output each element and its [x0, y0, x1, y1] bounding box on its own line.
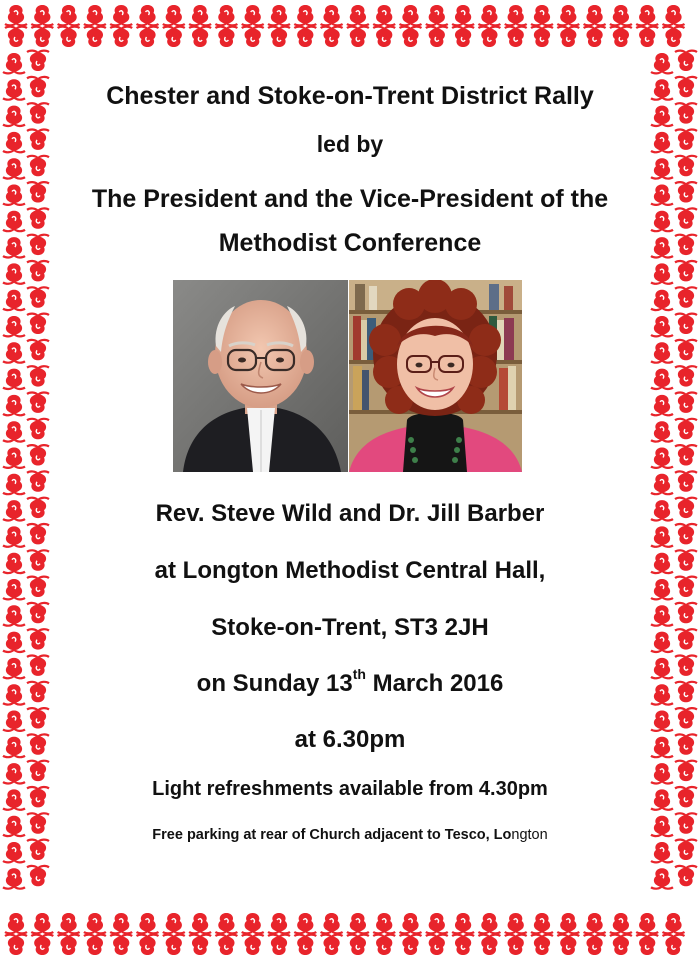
flower-icon	[27, 261, 49, 281]
flower-icon	[651, 658, 673, 678]
flower-icon	[610, 5, 632, 25]
flower-icon	[651, 868, 673, 888]
flower-icon	[651, 789, 673, 809]
flower-icon	[636, 27, 658, 47]
flower-icon	[27, 366, 49, 386]
flower-icon	[58, 913, 80, 933]
event-time: at 6.30pm	[294, 726, 406, 753]
flower-icon	[27, 182, 49, 202]
flower-icon	[651, 763, 673, 783]
flower-icon	[478, 5, 500, 25]
flower-icon	[400, 27, 422, 47]
flower-icon	[531, 5, 553, 25]
flower-icon	[27, 813, 49, 833]
flower-icon	[426, 5, 448, 25]
flower-icon	[84, 27, 106, 47]
flower-icon	[27, 866, 49, 886]
parking-text-end: ngton	[511, 827, 548, 843]
flower-icon	[663, 27, 685, 47]
flower-icon	[215, 5, 237, 25]
flower-icon	[215, 27, 237, 47]
flower-icon	[189, 5, 211, 25]
date-ordinal: th	[352, 666, 366, 682]
flower-icon	[478, 913, 500, 933]
flower-icon	[27, 77, 49, 97]
flower-icon	[584, 5, 606, 25]
flower-icon	[400, 5, 422, 25]
flower-icon	[3, 526, 25, 546]
flower-icon	[675, 708, 697, 728]
flower-icon	[651, 500, 673, 520]
flower-icon	[426, 27, 448, 47]
flower-icon	[3, 421, 25, 441]
flower-icon	[651, 842, 673, 862]
flower-icon	[242, 27, 264, 47]
flower-icon	[651, 185, 673, 205]
flower-icon	[27, 840, 49, 860]
flower-icon	[3, 448, 25, 468]
flower-icon	[3, 684, 25, 704]
flower-icon	[557, 5, 579, 25]
flower-icon	[163, 935, 185, 955]
flower-icon	[478, 935, 500, 955]
flower-icon	[651, 632, 673, 652]
flower-icon	[27, 314, 49, 334]
flower-icon	[651, 263, 673, 283]
flower-icon	[675, 498, 697, 518]
flower-icon	[651, 342, 673, 362]
flower-icon	[3, 290, 25, 310]
flower-icon	[84, 5, 106, 25]
photo-steve-wild	[173, 280, 348, 472]
flower-icon	[3, 237, 25, 257]
flower-icon	[137, 935, 159, 955]
flower-icon	[31, 935, 53, 955]
flower-icon	[651, 79, 673, 99]
flower-icon	[675, 840, 697, 860]
flower-icon	[651, 53, 673, 73]
flower-icon	[27, 419, 49, 439]
flower-icon	[651, 579, 673, 599]
flower-icon	[675, 550, 697, 570]
flower-icon	[636, 5, 658, 25]
flower-icon	[27, 734, 49, 754]
flower-icon	[651, 816, 673, 836]
flower-icon	[110, 935, 132, 955]
flower-icon	[27, 577, 49, 597]
flower-icon	[3, 842, 25, 862]
flower-icon	[452, 913, 474, 933]
flower-icon	[651, 290, 673, 310]
flower-icon	[27, 208, 49, 228]
flower-icon	[675, 51, 697, 71]
flower-icon	[675, 130, 697, 150]
flower-icon	[347, 27, 369, 47]
flower-icon	[27, 682, 49, 702]
flower-icon	[3, 158, 25, 178]
flower-icon	[27, 498, 49, 518]
flower-icon	[110, 5, 132, 25]
flower-icon	[27, 156, 49, 176]
flower-icon	[373, 935, 395, 955]
flower-icon	[321, 913, 343, 933]
flower-icon	[58, 935, 80, 955]
flower-icon	[675, 103, 697, 123]
flower-icon	[347, 913, 369, 933]
flower-icon	[31, 27, 53, 47]
flower-icon	[84, 935, 106, 955]
flower-icon	[675, 866, 697, 886]
flower-icon	[3, 632, 25, 652]
flower-icon	[675, 182, 697, 202]
flower-icon	[675, 734, 697, 754]
flower-icon	[27, 656, 49, 676]
flower-icon	[3, 789, 25, 809]
flower-icon	[268, 27, 290, 47]
event-date	[50, 666, 650, 698]
flower-icon	[505, 5, 527, 25]
flower-icon	[663, 5, 685, 25]
flower-icon	[27, 103, 49, 123]
flower-icon	[651, 211, 673, 231]
flower-icon	[321, 27, 343, 47]
flower-icon	[651, 316, 673, 336]
flower-icon	[663, 935, 685, 955]
flower-icon	[3, 53, 25, 73]
speaker-names: Rev. Steve Wild and Dr. Jill Barber	[155, 500, 545, 527]
flower-icon	[675, 314, 697, 334]
flower-icon	[584, 935, 606, 955]
flower-icon	[294, 5, 316, 25]
flower-icon	[84, 913, 106, 933]
flower-icon	[675, 393, 697, 413]
flower-icon	[675, 340, 697, 360]
flower-icon	[557, 27, 579, 47]
flower-icon	[110, 913, 132, 933]
refreshments-note: Light refreshments available from 4.30pm	[152, 778, 548, 800]
flower-icon	[3, 816, 25, 836]
flower-icon	[27, 550, 49, 570]
flower-icon	[426, 935, 448, 955]
flower-icon	[478, 27, 500, 47]
flower-icon	[58, 5, 80, 25]
flower-icon	[27, 761, 49, 781]
flower-icon	[373, 27, 395, 47]
flower-icon	[27, 287, 49, 307]
flower-icon	[675, 629, 697, 649]
flower-icon	[137, 5, 159, 25]
flower-icon	[3, 263, 25, 283]
flower-icon	[651, 421, 673, 441]
flower-icon	[610, 913, 632, 933]
flower-icon	[5, 27, 27, 47]
flower-icon	[163, 913, 185, 933]
flower-icon	[636, 913, 658, 933]
flower-icon	[3, 185, 25, 205]
flower-icon	[27, 445, 49, 465]
rally-title: Chester and Stoke-on-Trent District Rally	[106, 82, 594, 110]
flower-icon	[675, 235, 697, 255]
flower-icon	[27, 524, 49, 544]
flower-icon	[651, 474, 673, 494]
flower-icon	[531, 913, 553, 933]
flower-icon	[294, 27, 316, 47]
photo-jill-barber	[349, 280, 522, 472]
flower-icon	[27, 629, 49, 649]
flower-icon	[3, 658, 25, 678]
flower-icon	[347, 5, 369, 25]
flower-icon	[452, 935, 474, 955]
flower-icon	[452, 27, 474, 47]
flower-icon	[268, 913, 290, 933]
flower-icon	[3, 553, 25, 573]
flower-icon	[675, 682, 697, 702]
flower-icon	[373, 5, 395, 25]
flower-icon	[400, 913, 422, 933]
flower-icon	[3, 763, 25, 783]
flower-icon	[189, 935, 211, 955]
flower-icon	[27, 787, 49, 807]
flower-icon	[242, 5, 264, 25]
flower-icon	[189, 913, 211, 933]
flower-icon	[321, 5, 343, 25]
flower-icon	[531, 27, 553, 47]
flower-icon	[651, 553, 673, 573]
flower-icon	[31, 913, 53, 933]
flower-icon	[675, 208, 697, 228]
flower-icon	[557, 913, 579, 933]
flower-icon	[268, 935, 290, 955]
flower-icon	[651, 711, 673, 731]
flower-icon	[27, 708, 49, 728]
flower-icon	[27, 340, 49, 360]
flower-icon	[675, 366, 697, 386]
flower-icon	[137, 913, 159, 933]
flower-icon	[675, 761, 697, 781]
flower-icon	[27, 51, 49, 71]
led-by-text: led by	[316, 131, 384, 157]
flower-icon	[137, 27, 159, 47]
flower-icon	[675, 577, 697, 597]
flower-icon	[675, 787, 697, 807]
flower-icon	[651, 605, 673, 625]
venue-line: at Longton Methodist Central Hall,	[154, 557, 546, 584]
flower-icon	[3, 711, 25, 731]
leaders-line-2: Methodist Conference	[218, 229, 482, 257]
flower-icon	[3, 395, 25, 415]
flower-icon	[675, 419, 697, 439]
flower-icon	[27, 603, 49, 623]
flower-icon	[163, 27, 185, 47]
flower-icon	[3, 132, 25, 152]
flower-icon	[675, 471, 697, 491]
flower-icon	[27, 393, 49, 413]
flower-icon	[3, 79, 25, 99]
flower-icon	[268, 5, 290, 25]
flower-icon	[651, 448, 673, 468]
flower-icon	[3, 211, 25, 231]
flower-icon	[531, 935, 553, 955]
flower-icon	[321, 935, 343, 955]
flower-icon	[110, 27, 132, 47]
flower-icon	[584, 27, 606, 47]
date-prefix: on Sunday 13	[196, 670, 353, 697]
flower-icon	[27, 130, 49, 150]
flower-icon	[651, 684, 673, 704]
flower-icon	[505, 935, 527, 955]
flower-icon	[215, 935, 237, 955]
flower-icon	[242, 913, 264, 933]
flower-icon	[3, 106, 25, 126]
flower-icon	[505, 27, 527, 47]
flower-icon	[675, 524, 697, 544]
flower-icon	[373, 913, 395, 933]
flower-icon	[675, 261, 697, 281]
parking-note	[50, 827, 650, 843]
flower-icon	[452, 5, 474, 25]
flower-icon	[675, 813, 697, 833]
flower-icon	[557, 935, 579, 955]
flower-icon	[675, 445, 697, 465]
flower-icon	[651, 237, 673, 257]
flower-icon	[651, 395, 673, 415]
flower-icon	[610, 935, 632, 955]
flower-icon	[584, 913, 606, 933]
flower-icon	[294, 935, 316, 955]
flower-icon	[242, 935, 264, 955]
flower-icon	[675, 603, 697, 623]
flower-icon	[610, 27, 632, 47]
flower-icon	[505, 913, 527, 933]
flower-icon	[5, 935, 27, 955]
flower-icon	[3, 868, 25, 888]
flower-icon	[3, 500, 25, 520]
flower-icon	[663, 913, 685, 933]
flower-icon	[426, 913, 448, 933]
flower-icon	[651, 106, 673, 126]
flower-icon	[294, 913, 316, 933]
flower-icon	[58, 27, 80, 47]
leaders-line-1: The President and the Vice-President of the	[91, 185, 609, 213]
flower-icon	[27, 471, 49, 491]
flower-icon	[5, 913, 27, 933]
date-rest: March 2016	[365, 670, 504, 697]
flower-icon	[31, 5, 53, 25]
flower-icon	[651, 158, 673, 178]
flower-icon	[3, 474, 25, 494]
flower-icon	[3, 316, 25, 336]
flower-icon	[651, 526, 673, 546]
flower-icon	[636, 935, 658, 955]
parking-text: Free parking at rear of Church adjacent to Tesco, Lo	[152, 827, 512, 843]
flower-icon	[651, 132, 673, 152]
flower-icon	[5, 5, 27, 25]
flower-icon	[3, 579, 25, 599]
town-postcode: Stoke-on-Trent, ST3 2JH	[211, 614, 489, 641]
flower-icon	[3, 737, 25, 757]
flower-icon	[675, 287, 697, 307]
flower-icon	[27, 235, 49, 255]
flower-icon	[651, 369, 673, 389]
flower-icon	[400, 935, 422, 955]
flower-icon	[675, 656, 697, 676]
flower-icon	[675, 77, 697, 97]
flower-icon	[347, 935, 369, 955]
flower-icon	[215, 913, 237, 933]
flower-icon	[675, 156, 697, 176]
flower-icon	[651, 737, 673, 757]
flower-icon	[3, 605, 25, 625]
flower-icon	[3, 342, 25, 362]
flower-icon	[163, 5, 185, 25]
flower-icon	[189, 27, 211, 47]
flower-icon	[3, 369, 25, 389]
